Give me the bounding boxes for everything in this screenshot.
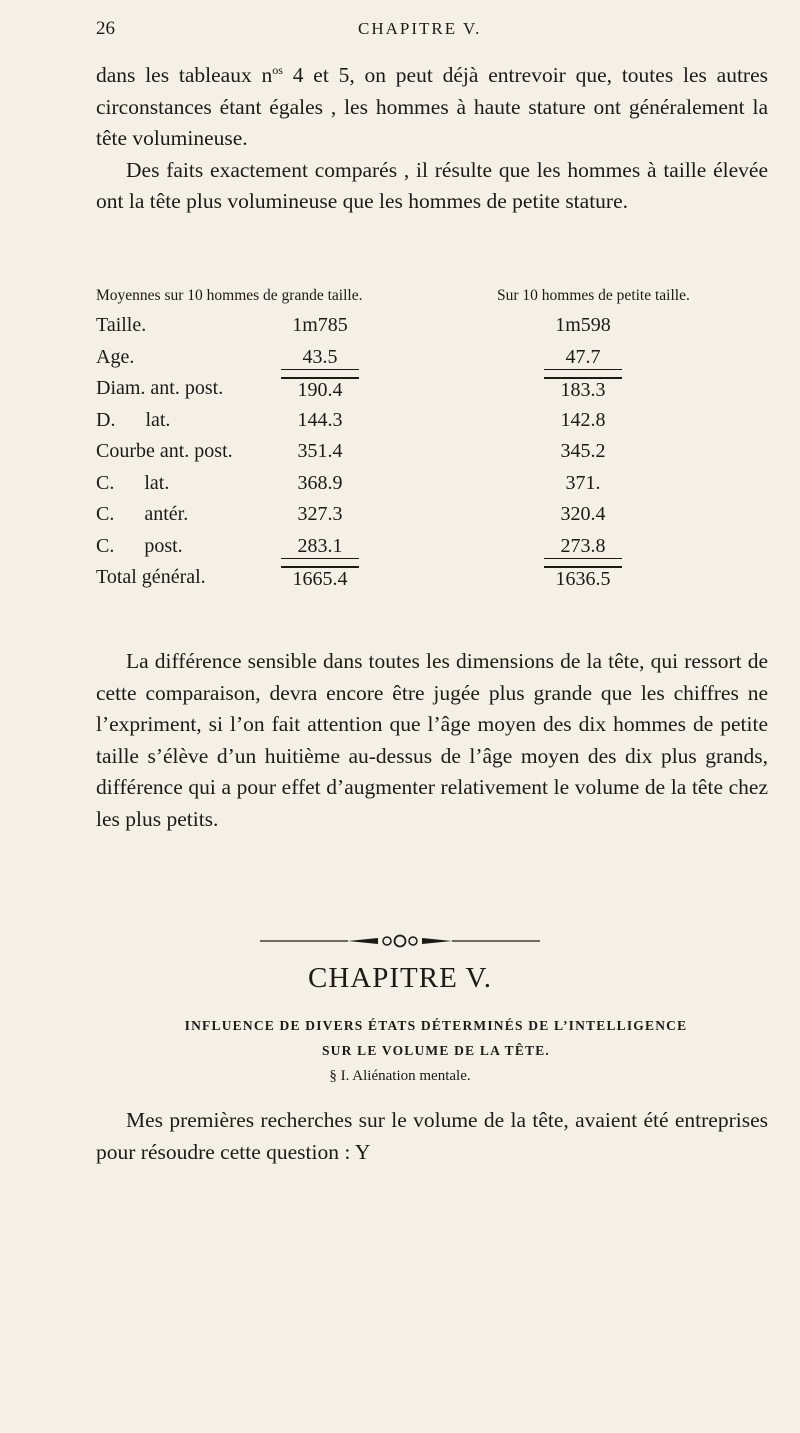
table-row	[96, 310, 776, 342]
paragraph-chapter-opening	[96, 1105, 768, 1168]
value-grande: 351.4	[297, 440, 343, 462]
paragraph-difference	[96, 646, 768, 835]
table-row	[96, 531, 776, 563]
value-grande: 190.4	[281, 377, 359, 402]
value-petite: 320.4	[560, 503, 606, 525]
value-petite: 1m598	[555, 314, 611, 336]
section-title: § I. Aliénation mentale.	[329, 1068, 471, 1084]
row-label: Total général.	[96, 566, 206, 588]
heading-grande-taille: Moyennes sur 10 hommes de grande taille.	[96, 287, 363, 304]
value-petite: 183.3	[544, 377, 622, 402]
page-number: 26	[96, 18, 115, 39]
table-row	[96, 562, 776, 594]
value-petite: 371.	[565, 471, 601, 494]
chapter-subtitle-line1: INFLUENCE DE DIVERS ÉTATS DÉTERMINÉS DE L’INTELLIGENCE	[184, 1018, 688, 1033]
paragraph-intro	[96, 55, 768, 218]
paragraph-intro-text-b: 4 et 5, on peut déjà entrevoir que, toutes les autres circonstances étant égales , les hommes à haute stature ont généralement la tête volumineuse.	[96, 63, 769, 150]
value-grande: 1m785	[292, 314, 348, 336]
row-label: C. post.	[96, 534, 183, 557]
value-grande: 43.5	[281, 346, 359, 370]
row-label: Age.	[96, 345, 135, 368]
row-label: C. antér.	[96, 503, 189, 525]
table-row	[96, 342, 776, 374]
value-grande: 283.1	[281, 535, 359, 559]
value-grande: 1665.4	[281, 566, 359, 591]
table-row	[96, 499, 776, 531]
table-headings	[96, 287, 776, 311]
value-grande: 368.9	[297, 471, 343, 494]
value-petite: 1636.5	[544, 566, 622, 591]
row-label: Diam. ant. post.	[96, 377, 224, 399]
heading-petite-taille: Sur 10 hommes de petite taille.	[497, 287, 690, 304]
running-head: CHAPITRE V.	[358, 19, 482, 38]
measurement-table	[96, 310, 776, 594]
value-grande: 327.3	[297, 503, 343, 525]
ornament-divider	[260, 934, 540, 948]
table-row	[96, 468, 776, 500]
table-row	[96, 436, 776, 468]
row-label: Taille.	[96, 314, 147, 336]
value-petite: 47.7	[544, 346, 622, 370]
value-grande: 144.3	[297, 408, 343, 431]
table-row	[96, 405, 776, 437]
chapter-title: CHAPITRE V.	[308, 962, 492, 994]
value-petite: 273.8	[544, 535, 622, 559]
paragraph-chapter-opening-text: Mes premières recherches sur le volume de la tête, avaient été entreprises pour résoudre cette question : Y	[96, 1108, 768, 1164]
paragraph-intro-text-c: Des faits exactement comparés , il résulte que les hommes à taille élevée ont la tête plus volumineuse que les hommes de petite stature.	[96, 157, 768, 213]
row-label: C. lat.	[96, 471, 170, 494]
chapter-subtitle-line2: SUR LE VOLUME DE LA TÊTE.	[321, 1043, 551, 1058]
superscript-os: os	[272, 63, 283, 77]
value-petite: 345.2	[560, 440, 606, 462]
paragraph-difference-text: La différence sensible dans toutes les dimensions de la tête, qui ressort de cette comparaison, devra encore être jugée plus grande que les chiffres ne l’expriment, si l’on fait attention que l’âge moyen des dix hommes de petite taille s’élève d’un huitième au-dessus de l’âge moyen des dix plus grands, différence qui a pour effet d’augmenter relativement le volume de la tête chez les plus petits.	[96, 649, 768, 831]
page-header	[96, 18, 770, 48]
table-row	[96, 373, 776, 405]
paragraph-intro-text-a: dans les tableaux n	[96, 63, 273, 87]
row-label: Courbe ant. post.	[96, 440, 233, 462]
value-petite: 142.8	[560, 408, 606, 431]
row-label: D. lat.	[96, 408, 171, 431]
